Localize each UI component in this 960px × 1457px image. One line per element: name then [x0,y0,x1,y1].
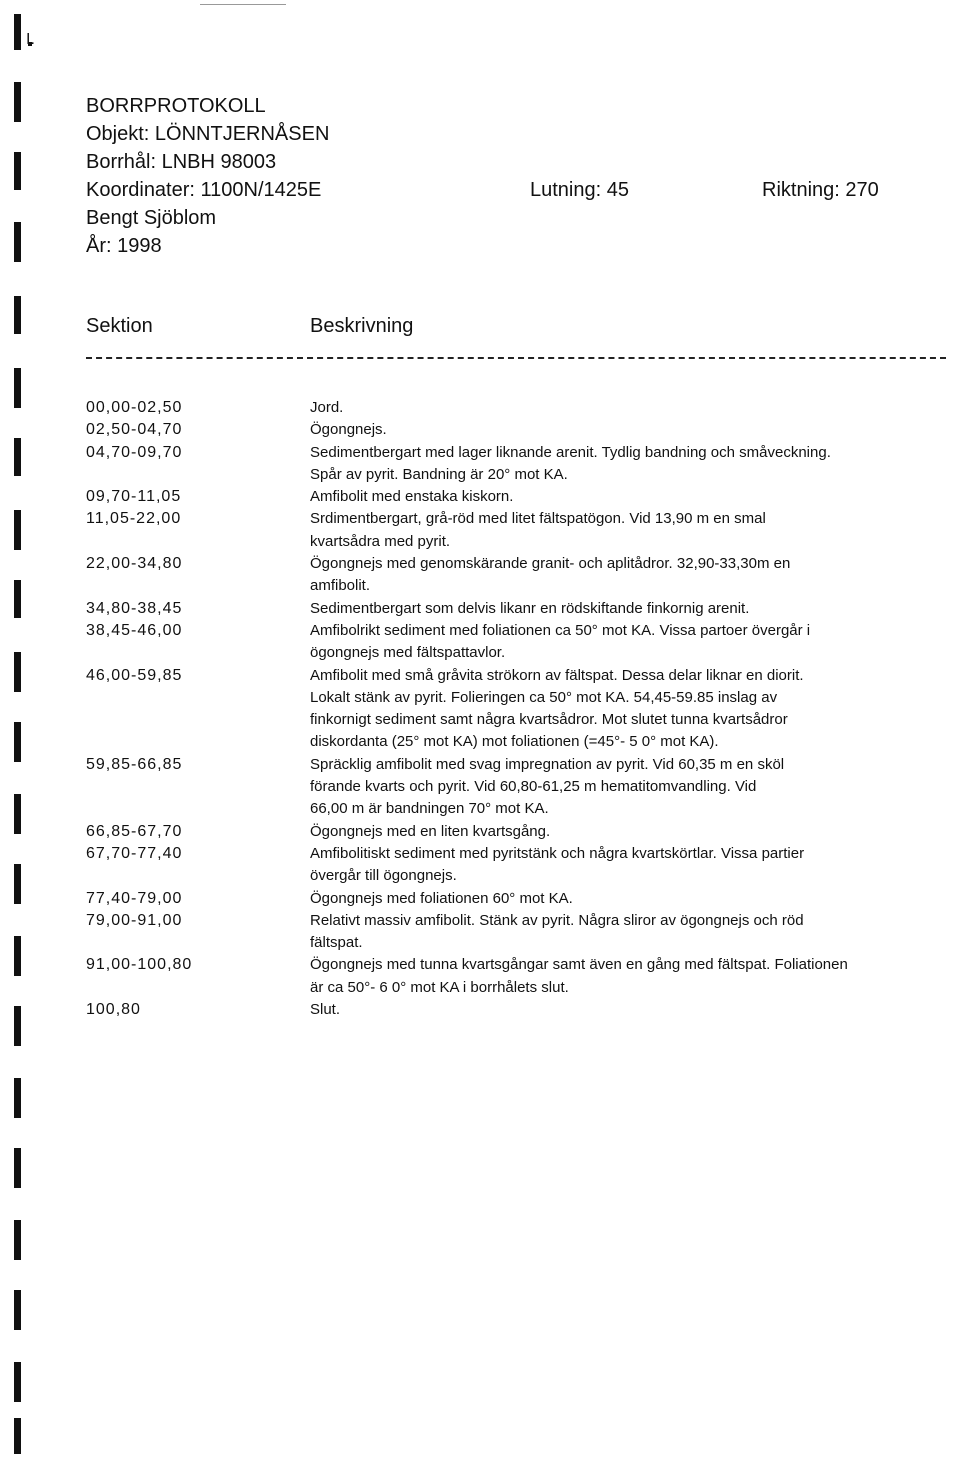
table-row [86,442,954,487]
dashed-divider [86,357,946,359]
table-row [86,954,954,999]
table-row [86,821,954,843]
section-range: 46,00-59,85 [86,666,183,684]
section-range: 91,00-100,80 [86,956,193,974]
section-description: Srdimentbergart, grå-röd med litet fältspatögon. Vid 13,90 m en smal kvartsådra med pyrit. [310,510,766,550]
table-row [86,754,954,821]
section-description: Ögongnejs med genomskärande granit- och aplitådror. 32,90-33,30m en amfibolit. [310,555,791,595]
riktning-text: Riktning: 270 [762,179,879,201]
section-range: 77,40-79,00 [86,889,183,907]
section-description: Relativt massiv amfibolit. Stänk av pyrit. Några sliror av ögongnejs och röd fältspat. [310,911,804,952]
person-line: Bengt Sjöblom [86,207,217,229]
section-range: 34,80-38,45 [86,599,183,617]
protocol-header [86,92,916,260]
table-row [86,620,954,665]
section-description: Sedimentbergart som delvis likanr en rödskiftande finkornig arenit. [310,599,750,617]
table-row [86,419,954,441]
section-description: Ögongnejs med tunna kvartsgångar samt även en gång med fältspat. Foliationen är ca 50°- 6 0° mot KA i borrhålets slut. [310,956,848,996]
lutning-text: Lutning: 45 [530,179,629,201]
table-row [86,553,954,598]
section-range: 09,70-11,05 [86,488,182,506]
table-row [86,508,954,553]
section-range: 22,00-34,80 [86,555,183,573]
section-range: 79,00-91,00 [86,911,183,929]
section-description: Slut. [310,1001,341,1019]
table-row [86,910,954,955]
table-row [86,888,954,910]
table-row [86,999,954,1021]
table-row [86,397,954,419]
section-table [86,397,954,1021]
column-header-sektion: Sektion [86,315,153,337]
section-description: Ögongnejs med en liten kvartsgång. [310,822,551,840]
table-row [86,843,954,888]
section-description: Ögongnejs. [310,421,387,439]
objekt-line: Objekt: LÖNNTJERNÅSEN [86,123,330,145]
section-description: Amfibolit med små gråvita strökorn av fältspat. Dessa delar liknar en diorit. Lokalt stänk av pyrit. Folieringen ca 50° mot KA. 54,45-59.85 inslag av finkornigt sediment samt några kvartsådror. Mot slutet tunna kvartsådror diskordanta (25° mot KA) mot foliationen (=45°- 5 0° mot KA). [310,666,804,751]
top-rule [200,4,286,5]
section-range: 00,00-02,50 [86,399,183,416]
section-range: 02,50-04,70 [86,421,183,439]
document-title: BORRPROTOKOLL [86,95,266,117]
section-range: 04,70-09,70 [86,443,183,461]
borrhal-line: Borrhål: LNBH 98003 [86,151,277,173]
year-line: År: 1998 [86,235,162,257]
section-description: Spräcklig amfibolit med svag impregnation av pyrit. Vid 60,35 m en sköl förande kvarts och pyrit. Vid 60,80-61,25 m hematitomvandling. Vid 66,00 m är bandningen 70° mot KA. [310,755,785,818]
table-row [86,598,954,620]
section-range: 11,05-22,00 [86,510,182,528]
section-description: Ögongnejs med foliationen 60° mot KA. [310,889,573,907]
table-row [86,665,954,754]
page-marker: I. [26,31,35,48]
section-description: Amfibolrikt sediment med foliationen ca 50° mot KA. Vissa partoer övergår i ögongnejs med fältspattavlor. [310,621,811,662]
koordinater-text: Koordinater: 1100N/1425E [86,179,322,201]
section-description: Jord. [310,399,344,416]
section-range: 59,85-66,85 [86,755,183,773]
column-headers [86,315,946,345]
binder-hole-marks [0,0,40,1457]
koordinater-row [86,176,916,204]
table-row [86,486,954,508]
section-description: Amfibolit med enstaka kiskorn. [310,488,514,506]
section-description: Amfibolitiskt sediment med pyritstänk och några kvartskörtlar. Vissa partier övergår till ögongnejs. [310,844,805,885]
section-description: Sedimentbergart med lager liknande arenit. Tydlig bandning och småveckning. Spår av pyrit. Bandning är 20° mot KA. [310,443,831,483]
section-range: 67,70-77,40 [86,844,183,862]
section-range: 100,80 [86,1001,141,1019]
section-range: 66,85-67,70 [86,822,183,840]
section-range: 38,45-46,00 [86,621,183,639]
column-header-beskrivning: Beskrivning [310,315,414,337]
